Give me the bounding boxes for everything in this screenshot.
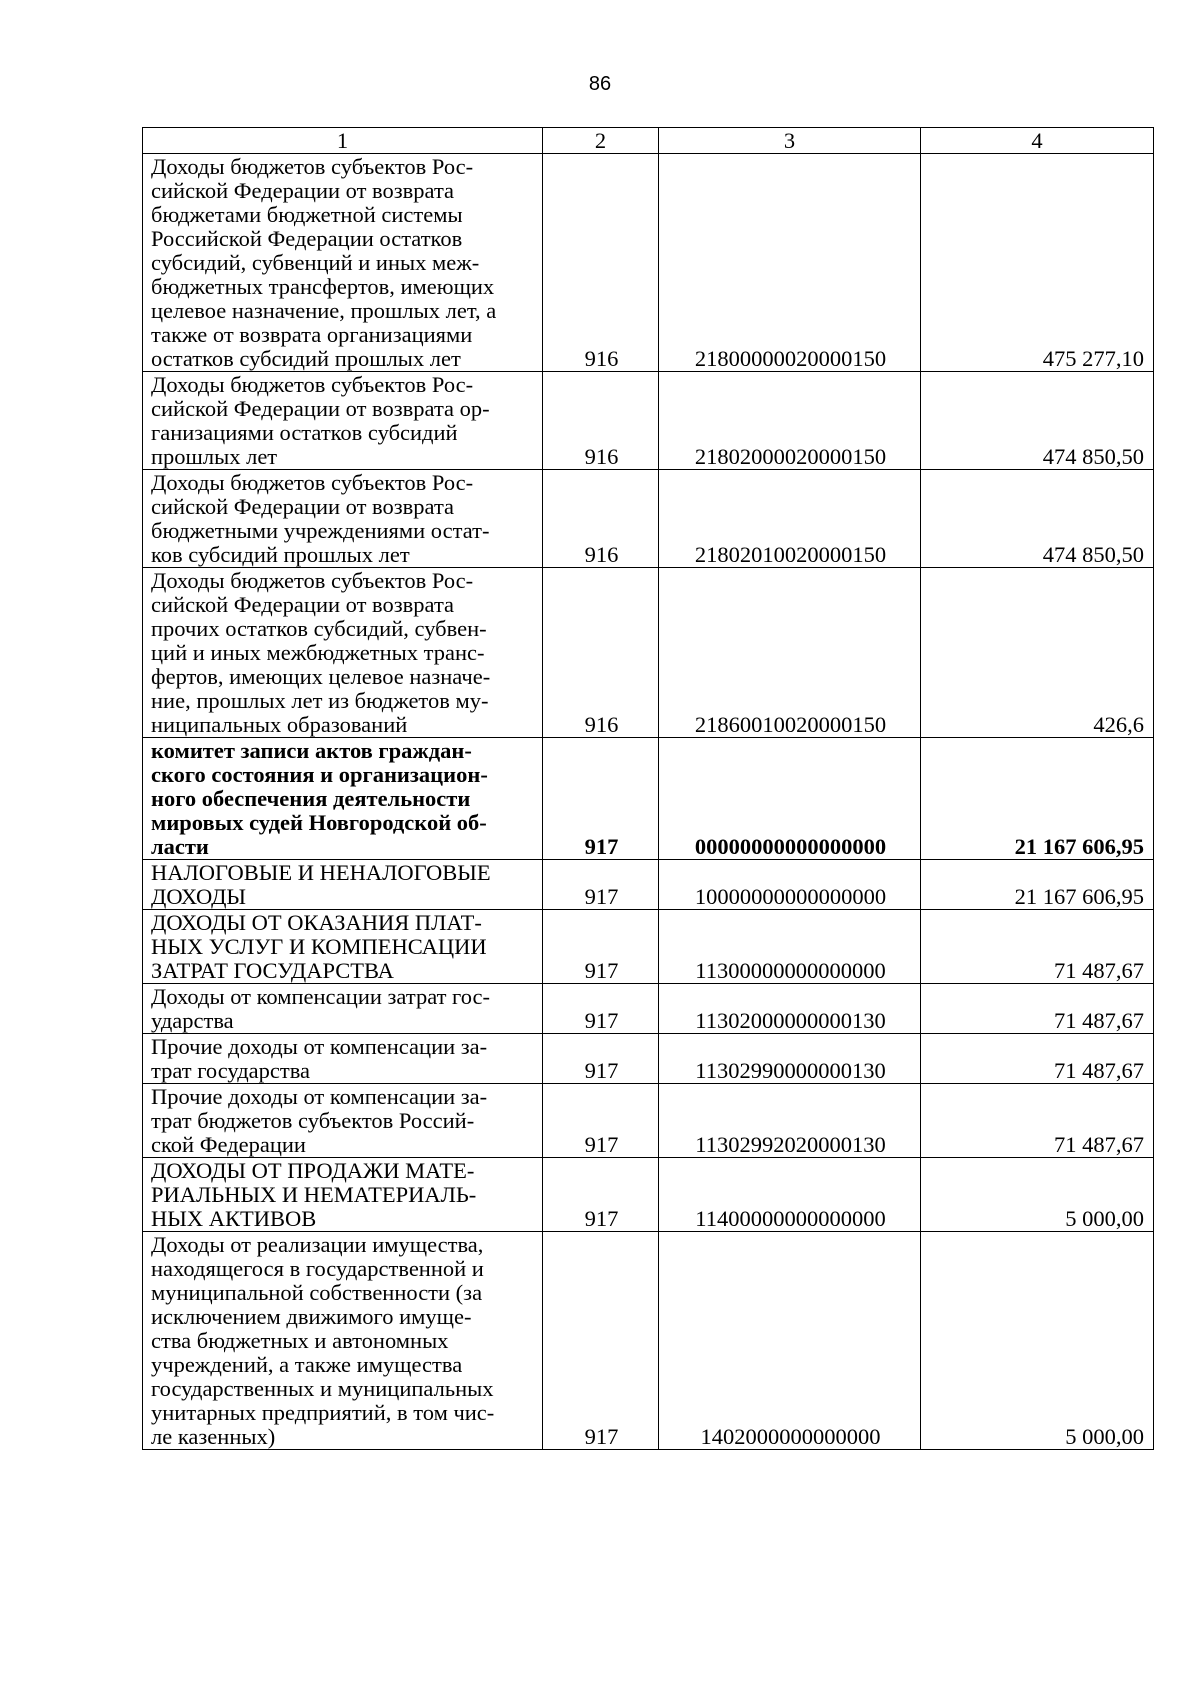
table-row [143, 910, 1154, 984]
revenue-name-line: субсидий, субвенций и иных меж- [151, 250, 480, 275]
revenue-name-line: Доходы бюджетов субъектов Рос- [151, 154, 474, 179]
revenue-name-cell [143, 154, 543, 372]
revenue-name-cell [143, 372, 543, 470]
table-row [143, 154, 1154, 372]
table-row [143, 860, 1154, 910]
amount-cell: 71 487,67 [921, 910, 1154, 984]
admin-code-cell: 916 [543, 154, 659, 372]
revenue-name-line: НАЛОГОВЫЕ И НЕНАЛОГОВЫЕ [151, 860, 491, 885]
revenue-name-line: ЗАТРАТ ГОСУДАРСТВА [151, 958, 394, 983]
amount-cell: 5 000,00 [921, 1158, 1154, 1232]
revenue-name-line: прошлых лет [151, 444, 278, 469]
revenue-name-line: ниципальных образований [151, 712, 408, 737]
revenue-name-line: комитет записи актов граждан- [151, 738, 472, 763]
revenue-name-line: унитарных предприятий, в том чис- [151, 1400, 495, 1425]
revenue-name-line: РИАЛЬНЫХ И НЕМАТЕРИАЛЬ- [151, 1182, 477, 1207]
revenue-name-cell [143, 470, 543, 568]
amount-cell: 474 850,50 [921, 470, 1154, 568]
revenue-name-line: находящегося в государственной и [151, 1256, 484, 1281]
admin-code-cell: 917 [543, 1034, 659, 1084]
revenue-name-line: ласти [151, 834, 209, 859]
amount-cell: 21 167 606,95 [921, 738, 1154, 860]
revenue-name-line: ле казенных) [151, 1424, 276, 1449]
kbk-code-cell: 1402000000000000 [659, 1232, 921, 1450]
page-number: 86 [588, 73, 612, 95]
table-header-row [143, 128, 1154, 154]
revenue-name-line: НЫХ УСЛУГ И КОМПЕНСАЦИИ [151, 934, 487, 959]
revenue-name-cell [143, 860, 543, 910]
amount-cell: 21 167 606,95 [921, 860, 1154, 910]
revenue-name-line: Доходы бюджетов субъектов Рос- [151, 372, 474, 397]
revenue-name-line: фертов, имеющих целевое назначе- [151, 664, 491, 689]
amount-cell: 71 487,67 [921, 1034, 1154, 1084]
revenue-name-line: ДОХОДЫ [151, 884, 247, 909]
kbk-code-cell: 11300000000000000 [659, 910, 921, 984]
revenue-name-line: прочих остатков субсидий, субвен- [151, 616, 487, 641]
revenue-name-line: ства бюджетных и автономных [151, 1328, 449, 1353]
kbk-code-cell: 21802000020000150 [659, 372, 921, 470]
revenue-name-line: Доходы от реализации имущества, [151, 1232, 484, 1257]
admin-code-cell: 917 [543, 860, 659, 910]
admin-code-cell: 916 [543, 470, 659, 568]
revenue-name-line: Прочие доходы от компенсации за- [151, 1084, 488, 1109]
admin-code-cell: 917 [543, 1084, 659, 1158]
revenue-name-line: муниципальной собственности (за [151, 1280, 483, 1305]
table-row [143, 568, 1154, 738]
revenue-name-line: ков субсидий прошлых лет [151, 542, 410, 567]
table-row [143, 1158, 1154, 1232]
revenue-name-line: Российской Федерации остатков [151, 226, 463, 251]
revenue-name-cell [143, 568, 543, 738]
kbk-code-cell: 21802010020000150 [659, 470, 921, 568]
header-col-2: 2 [543, 128, 659, 154]
revenue-name-line: также от возврата организациями [151, 322, 473, 347]
kbk-code-cell: 11302990000000130 [659, 1034, 921, 1084]
revenue-name-line: ние, прошлых лет из бюджетов му- [151, 688, 489, 713]
revenue-name-line: Прочие доходы от компенсации за- [151, 1034, 488, 1059]
header-col-3: 3 [659, 128, 921, 154]
revenue-name-line: целевое назначение, прошлых лет, а [151, 298, 497, 323]
amount-cell: 5 000,00 [921, 1232, 1154, 1450]
revenue-name-cell [143, 1232, 543, 1450]
revenue-name-line: остатков субсидий прошлых лет [151, 346, 461, 371]
revenue-table [142, 127, 1154, 1450]
revenue-table-body [143, 128, 1154, 1450]
admin-code-cell: 917 [543, 738, 659, 860]
revenue-name-line: исключением движимого имуще- [151, 1304, 472, 1329]
table-row [143, 1034, 1154, 1084]
revenue-name-cell [143, 738, 543, 860]
revenue-name-line: ДОХОДЫ ОТ ПРОДАЖИ МАТЕ- [151, 1158, 475, 1183]
amount-cell: 71 487,67 [921, 984, 1154, 1034]
revenue-name-line: ганизациями остатков субсидий [151, 420, 458, 445]
revenue-name-line: ДОХОДЫ ОТ ОКАЗАНИЯ ПЛАТ- [151, 910, 482, 935]
revenue-name-cell [143, 1084, 543, 1158]
revenue-name-line: мировых судей Новгородской об- [151, 810, 487, 835]
kbk-code-cell: 11302000000000130 [659, 984, 921, 1034]
revenue-name-line: НЫХ АКТИВОВ [151, 1206, 317, 1231]
revenue-name-cell [143, 910, 543, 984]
revenue-name-line: ного обеспечения деятельности [151, 786, 471, 811]
admin-code-cell: 917 [543, 1158, 659, 1232]
revenue-name-cell [143, 1034, 543, 1084]
revenue-name-line: государственных и муниципальных [151, 1376, 494, 1401]
revenue-name-line: Доходы от компенсации затрат гос- [151, 984, 491, 1009]
revenue-name-line: бюджетными учреждениями остат- [151, 518, 490, 543]
revenue-name-line: сийской Федерации от возврата [151, 494, 455, 519]
amount-cell: 475 277,10 [921, 154, 1154, 372]
kbk-code-cell: 21860010020000150 [659, 568, 921, 738]
revenue-name-line: ской Федерации [151, 1132, 306, 1157]
amount-cell: 71 487,67 [921, 1084, 1154, 1158]
revenue-name-line: сийской Федерации от возврата ор- [151, 396, 490, 421]
table-row [143, 738, 1154, 860]
admin-code-cell: 917 [543, 984, 659, 1034]
revenue-name-line: трат бюджетов субъектов Россий- [151, 1108, 475, 1133]
revenue-name-line: ского состояния и организацион- [151, 762, 488, 787]
revenue-name-line: Доходы бюджетов субъектов Рос- [151, 568, 474, 593]
header-col-4: 4 [921, 128, 1154, 154]
kbk-code-cell: 00000000000000000 [659, 738, 921, 860]
revenue-name-line: ций и иных межбюджетных транс- [151, 640, 485, 665]
table-row [143, 470, 1154, 568]
revenue-name-cell [143, 1158, 543, 1232]
table-row [143, 1084, 1154, 1158]
revenue-name-line: трат государства [151, 1058, 311, 1083]
kbk-code-cell: 11400000000000000 [659, 1158, 921, 1232]
revenue-name-line: ударства [151, 1008, 234, 1033]
admin-code-cell: 917 [543, 1232, 659, 1450]
admin-code-cell: 916 [543, 372, 659, 470]
kbk-code-cell: 21800000020000150 [659, 154, 921, 372]
revenue-name-cell [143, 984, 543, 1034]
kbk-code-cell: 10000000000000000 [659, 860, 921, 910]
amount-cell: 474 850,50 [921, 372, 1154, 470]
revenue-name-line: сийской Федерации от возврата [151, 178, 455, 203]
kbk-code-cell: 11302992020000130 [659, 1084, 921, 1158]
header-col-1: 1 [143, 128, 543, 154]
admin-code-cell: 917 [543, 910, 659, 984]
table-row [143, 372, 1154, 470]
revenue-name-line: сийской Федерации от возврата [151, 592, 455, 617]
revenue-name-line: бюджетами бюджетной системы [151, 202, 463, 227]
revenue-name-line: Доходы бюджетов субъектов Рос- [151, 470, 474, 495]
revenue-name-line: бюджетных трансфертов, имеющих [151, 274, 495, 299]
revenue-name-line: учреждений, а также имущества [151, 1352, 463, 1377]
table-row [143, 984, 1154, 1034]
admin-code-cell: 916 [543, 568, 659, 738]
amount-cell: 426,6 [921, 568, 1154, 738]
table-row [143, 1232, 1154, 1450]
